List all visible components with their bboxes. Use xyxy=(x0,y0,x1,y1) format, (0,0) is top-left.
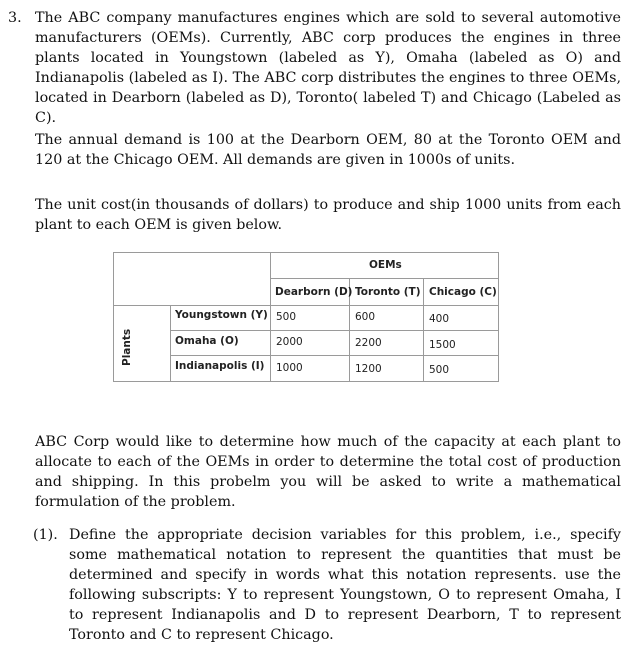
row-label-omaha: Omaha (O) xyxy=(175,335,239,347)
goal-paragraph: ABC Corp would like to determine how much of the capacity at each plant to allocate to each of the OEMs in order to determine the total cost of production and shipping. In this probelm you will be asked to write a mathematical formulation of the problem. xyxy=(35,434,621,510)
intro-paragraph: The ABC company manufactures engines which are sold to several automotive manufacturers (OEMs). Currently, ABC corp produces the engines in three plants located in Youngstown (labeled as Y), Omaha (labeled as O) and Indianapolis (labeled as I). The ABC corp distributes the engines to three OEMs, located in Dearborn (labeled as D), Toronto( labeled T) and Chicago (Labeled as C). xyxy=(35,10,621,126)
cost-table xyxy=(113,252,499,382)
cell-o-c: 1500 xyxy=(429,339,456,351)
row-label-youngstown: Youngstown (Y) xyxy=(175,309,268,321)
plants-header: Plants xyxy=(121,328,133,366)
subquestion-text: Define the appropriate decision variables for this problem, i.e., specify some mathematical notation to represent the quantities that must be determined and specify in words what this notation represents. use the following subscripts: Y to represent Youngstown, O to represent Omaha, I to represent Indianapolis and D to represent Dearborn, T to represent Toronto and C to represent Chicago. xyxy=(69,527,621,643)
cell-y-c: 400 xyxy=(429,313,450,325)
cost-intro-paragraph: The unit cost(in thousands of dollars) to produce and ship 1000 units from each plant to each OEM is given below. xyxy=(35,197,621,233)
cell-y-d: 500 xyxy=(276,311,297,323)
cell-y-t: 600 xyxy=(355,311,376,323)
demand-paragraph: The annual demand is 100 at the Dearborn OEM, 80 at the Toronto OEM and 120 at the Chicago OEM. All demands are given in 1000s of units. xyxy=(35,132,621,168)
column-header-chicago: Chicago (C) xyxy=(429,286,497,298)
subquestion-number: (1). xyxy=(33,527,58,543)
column-header-toronto: Toronto (T) xyxy=(355,286,421,298)
cell-o-t: 2200 xyxy=(355,337,382,349)
oems-header: OEMs xyxy=(369,259,402,271)
question-number: 3. xyxy=(8,10,22,26)
cell-i-t: 1200 xyxy=(355,363,382,375)
row-label-indianapolis: Indianapolis (I) xyxy=(175,360,265,372)
cell-i-d: 1000 xyxy=(276,362,303,374)
cell-i-c: 500 xyxy=(429,364,450,376)
cell-o-d: 2000 xyxy=(276,336,303,348)
column-header-dearborn: Dearborn (D) xyxy=(275,286,353,298)
